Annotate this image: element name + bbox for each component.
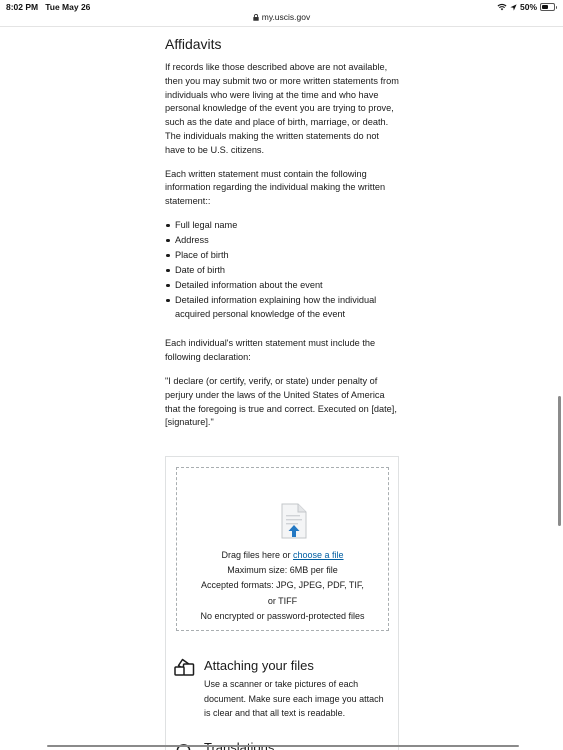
lock-icon [253,14,259,21]
status-clock: 8:02 PM [6,2,39,12]
battery-icon [540,3,555,11]
copy-files-icon [174,658,196,676]
section-heading: Affidavits [165,36,222,52]
battery-level [542,5,548,9]
declaration-quote: "I declare (or certify, verify, or state) under penalty of perjury under the laws of the United States of America that the foregoing is true and correct. Executed on [date], [signature]." [165,376,397,428]
list-item: Detailed information explaining how the individual acquired personal knowledge of the event [165,294,401,322]
home-indicator[interactable] [47,745,519,747]
address-bar[interactable] [0,12,563,26]
declaration-intro: Each individual's written statement must include the following declaration: [165,338,376,363]
wifi-icon [497,3,507,11]
drag-text: Drag files here or [221,550,293,560]
affidavits-section [165,35,401,440]
file-dropzone[interactable] [176,467,389,631]
battery-percent: 50% [519,2,537,12]
list-item: Place of birth [165,249,401,263]
list-item: Detailed information about the event [165,279,401,293]
list-item: Date of birth [165,264,401,278]
browser-divider [0,26,563,27]
dropzone-instructions [177,548,388,624]
location-arrow-icon [510,4,517,11]
scrollbar[interactable] [558,396,561,526]
attaching-files-body: Use a scanner or take pictures of each document. Make sure each image you attach is clear and that all text is readable. [204,679,384,718]
statement-requirements-intro: Each written statement must contain the following information regarding the individual making the written statement:: [165,168,386,207]
max-size-text: Maximum size: 6MB per file [227,565,338,576]
upload-card [165,456,399,750]
attaching-files-title: Attaching your files [204,658,314,673]
accepted-formats-text: Accepted formats: JPG, JPEG, PDF, TIF, or TIFF [201,580,364,606]
url-text[interactable]: my.uscis.gov [261,12,311,22]
choose-file-link[interactable]: choose a file [292,550,344,560]
restriction-text: No encrypted or password-protected files [200,610,365,621]
status-date: Tue May 26 [45,2,91,12]
status-indicators [497,2,555,12]
drag-line [197,548,368,563]
status-time [6,2,90,12]
file-upload-icon [281,503,307,539]
list-item: Full legal name [165,219,401,233]
intro-paragraph: If records like those described above are not available, then you may submit two or more written statements from individuals who were living at the time and who have personal knowledge of the event you are trying to prove, such as the date and place of birth, marriage, or death. The individuals making the written statements do not have to be U.S. citizens. [165,62,399,155]
requirements-list [165,219,401,322]
list-item: Address [165,234,401,248]
